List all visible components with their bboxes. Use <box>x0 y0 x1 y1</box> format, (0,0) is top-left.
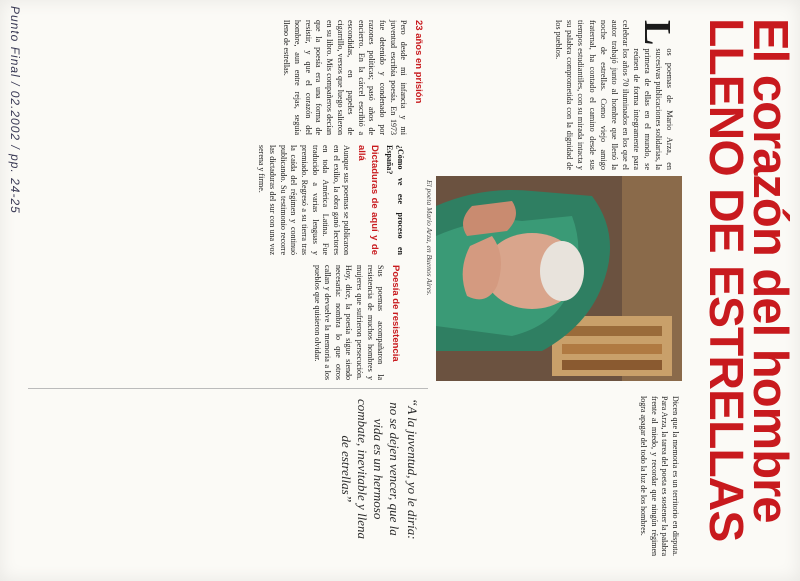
drop-cap: L <box>636 20 678 46</box>
column-3 <box>311 265 405 380</box>
subhead-resistance: Poesía de resistencia <box>390 265 401 362</box>
quote-open-mark: “ <box>404 398 419 407</box>
photo-illustration <box>436 176 682 381</box>
column-divider <box>28 388 428 389</box>
column-2-text: Aunque sus poemas se publicaron en el exilio, la obra ganó lectores en toda América Latina. Fue traducido a varias lenguas y premiado. Regresó a su tierra tras la caída del régimen y continuó publicando. Su testimonio recorre las dictaduras del sur con una voz serena y firme. <box>257 145 352 255</box>
quote-close-mark: ” <box>337 494 353 503</box>
column-2 <box>256 145 405 255</box>
column-1-text: Pero desde mi infancia y mi juventud escribía poesía. En 1973 fue detenido y condenado por razones políticas; pasó años de encierro. En la cárcel escribió a escondidas, en papeles de cigarrillo, versos que luego salieron en su libro. Mis compañeros decían que la poesía era una forma de resistir, y que el corazón del hombre, aun entre rejas, seguía lleno de estrellas. <box>282 20 409 135</box>
handwritten-annotation: Punto Final / 02.2002 / pp. 24-25 <box>8 6 22 214</box>
article-title <box>698 18 797 578</box>
photo-caption: El poeta Mario Arza, en Buenos Aires. <box>425 180 434 296</box>
subhead-dictatorships: Dictaduras de aquí y de allá <box>356 145 380 255</box>
column-4-text: Dicen que la memoria es un territorio en disputa. Para Arza, la tarea del poeta es sostener la palabra frente al miedo, y recordar que ningún régimen logra apagar del todo la luz de los hombres. <box>639 396 680 556</box>
subhead-prison: 23 años en prisión <box>413 20 424 104</box>
article-photo <box>436 176 682 381</box>
title-line-1: El corazón del hombre <box>743 18 797 523</box>
column-1 <box>281 20 428 135</box>
intro-paragraph <box>553 20 678 170</box>
intro-text: os poemas de Mario Arza, en sucesivas publicaciones solidarias, la primera de ellas en el mundo, se reúnen de forma íntegramente para celebrar los años 70 iluminados en los que el autor trabajó junto al hombre que llenó la noche de estrellas. Como viejo amigo fraternal, ha contado el camino desde sus tiempos estudiantiles, con su mirada intacta y su palabra comprometida con la dignidad de los pueblos. <box>554 20 674 170</box>
title-line-2: LLENO DE ESTRELLAS <box>698 18 752 542</box>
pull-quote <box>336 394 420 544</box>
pull-quote-text: A la juventud, yo le diría: no se dejen vencer, que la vida es un hermoso combate, inevitable y llena de estrellas <box>338 398 420 540</box>
column-3-text: Sus poemas acompañaron la resistencia de muchos hombres y mujeres que sufrieron persecución. Hoy, dice, la poesía sigue siendo necesaria: nombra lo que otros callan y devuelve la memoria a los pueblos que quisieron olvidar. <box>312 265 386 380</box>
column-4 <box>638 396 681 556</box>
column-2-question: ¿Cómo ve ese proceso en España? <box>385 145 405 255</box>
